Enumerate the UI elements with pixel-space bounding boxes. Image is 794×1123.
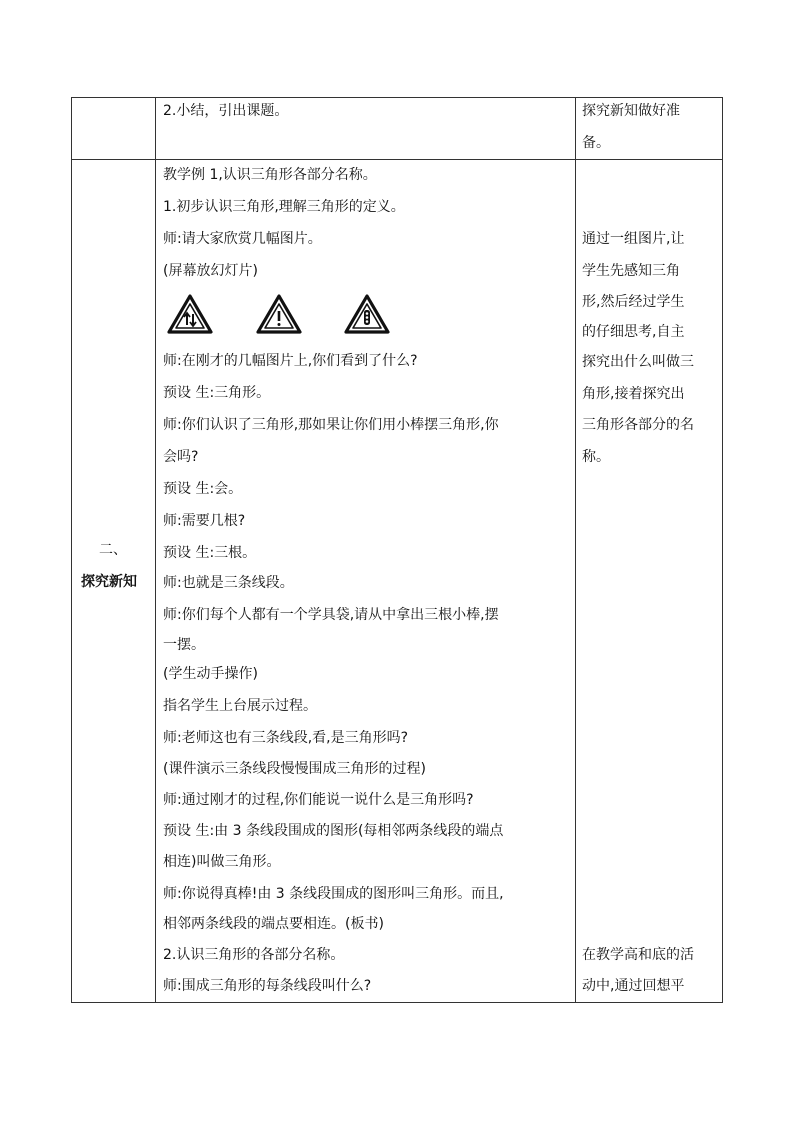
process-line: 会吗? [163, 449, 199, 465]
intent-line: 学生先感知三角 [582, 263, 680, 279]
process-line: (课件演示三条线段慢慢围成三角形的过程) [163, 761, 426, 777]
stage-title: 探究新知 [81, 574, 137, 590]
process-line: 相邻两条线段的端点要相连。(板书) [163, 916, 384, 932]
process-line: 预设 生:由 3 条线段围成的图形(每相邻两条线段的端点 [163, 823, 504, 839]
row-divider [71, 159, 723, 160]
process-line: 师:需要几根? [163, 513, 246, 529]
process-line: 师:你们每个人都有一个学具袋,请从中拿出三根小棒,摆 [163, 607, 499, 623]
stage-number: 二、 [99, 542, 127, 558]
process-line: 指名学生上台展示过程。 [163, 698, 317, 714]
column-divider-1 [155, 97, 156, 1003]
intent-line: 的仔细思考,自主 [582, 324, 685, 340]
process-line: 一摆。 [163, 637, 205, 653]
process-line: 师:也就是三条线段。 [163, 575, 294, 591]
process-line: 2.认识三角形的各部分名称。 [163, 947, 345, 963]
process-line: 师:老师这也有三条线段,看,是三角形吗? [163, 730, 409, 746]
process-line: 相连)叫做三角形。 [163, 854, 281, 870]
exclamation-warning-sign-icon [256, 294, 302, 334]
row1-process-text: 2.小结，引出课题。 [163, 103, 289, 119]
intent-line: 动中,通过回想平 [582, 978, 685, 994]
process-line: 师:你说得真棒!由 3 条线段围成的图形叫三角形。而且, [163, 886, 504, 902]
process-line: 预设 生:会。 [163, 481, 243, 497]
process-line: (学生动手操作) [163, 666, 258, 682]
intent-line: 形,然后经过学生 [582, 294, 685, 310]
table-top-border [71, 97, 723, 98]
two-way-traffic-sign-icon [167, 294, 213, 334]
row1-intent-line: 探究新知做好准 [582, 103, 680, 119]
process-line: 师:你们认识了三角形,那如果让你们用小棒摆三角形,你 [163, 417, 499, 433]
process-line: 师:通过刚才的过程,你们能说一说什么是三角形吗? [163, 792, 474, 808]
intent-line: 角形,接着探究出 [582, 386, 685, 402]
intent-line: 在教学高和底的活 [582, 947, 694, 963]
traffic-light-warning-sign-icon [344, 294, 390, 334]
process-line: 1.初步认识三角形,理解三角形的定义。 [163, 199, 405, 215]
process-line: 师:围成三角形的每条线段叫什么? [163, 978, 372, 994]
process-line: 预设 生:三根。 [163, 545, 257, 561]
intent-line: 通过一组图片,让 [582, 231, 685, 247]
table-bottom-border [71, 1002, 723, 1003]
process-line: (屏幕放幻灯片) [163, 263, 258, 279]
table-left-border [71, 97, 72, 1003]
process-line: 教学例 1,认识三角形各部分名称。 [163, 167, 377, 183]
column-divider-2 [575, 97, 576, 1003]
intent-line: 探究出什么叫做三 [582, 354, 694, 370]
process-line: 师:在刚才的几幅图片上,你们看到了什么? [163, 353, 418, 369]
intent-line: 三角形各部分的名 [582, 417, 694, 433]
process-line: 预设 生:三角形。 [163, 385, 271, 401]
intent-line: 称。 [582, 449, 610, 465]
process-line: 师:请大家欣赏几幅图片。 [163, 231, 322, 247]
row1-intent-line: 备。 [582, 135, 610, 151]
table-right-border [722, 97, 723, 1003]
